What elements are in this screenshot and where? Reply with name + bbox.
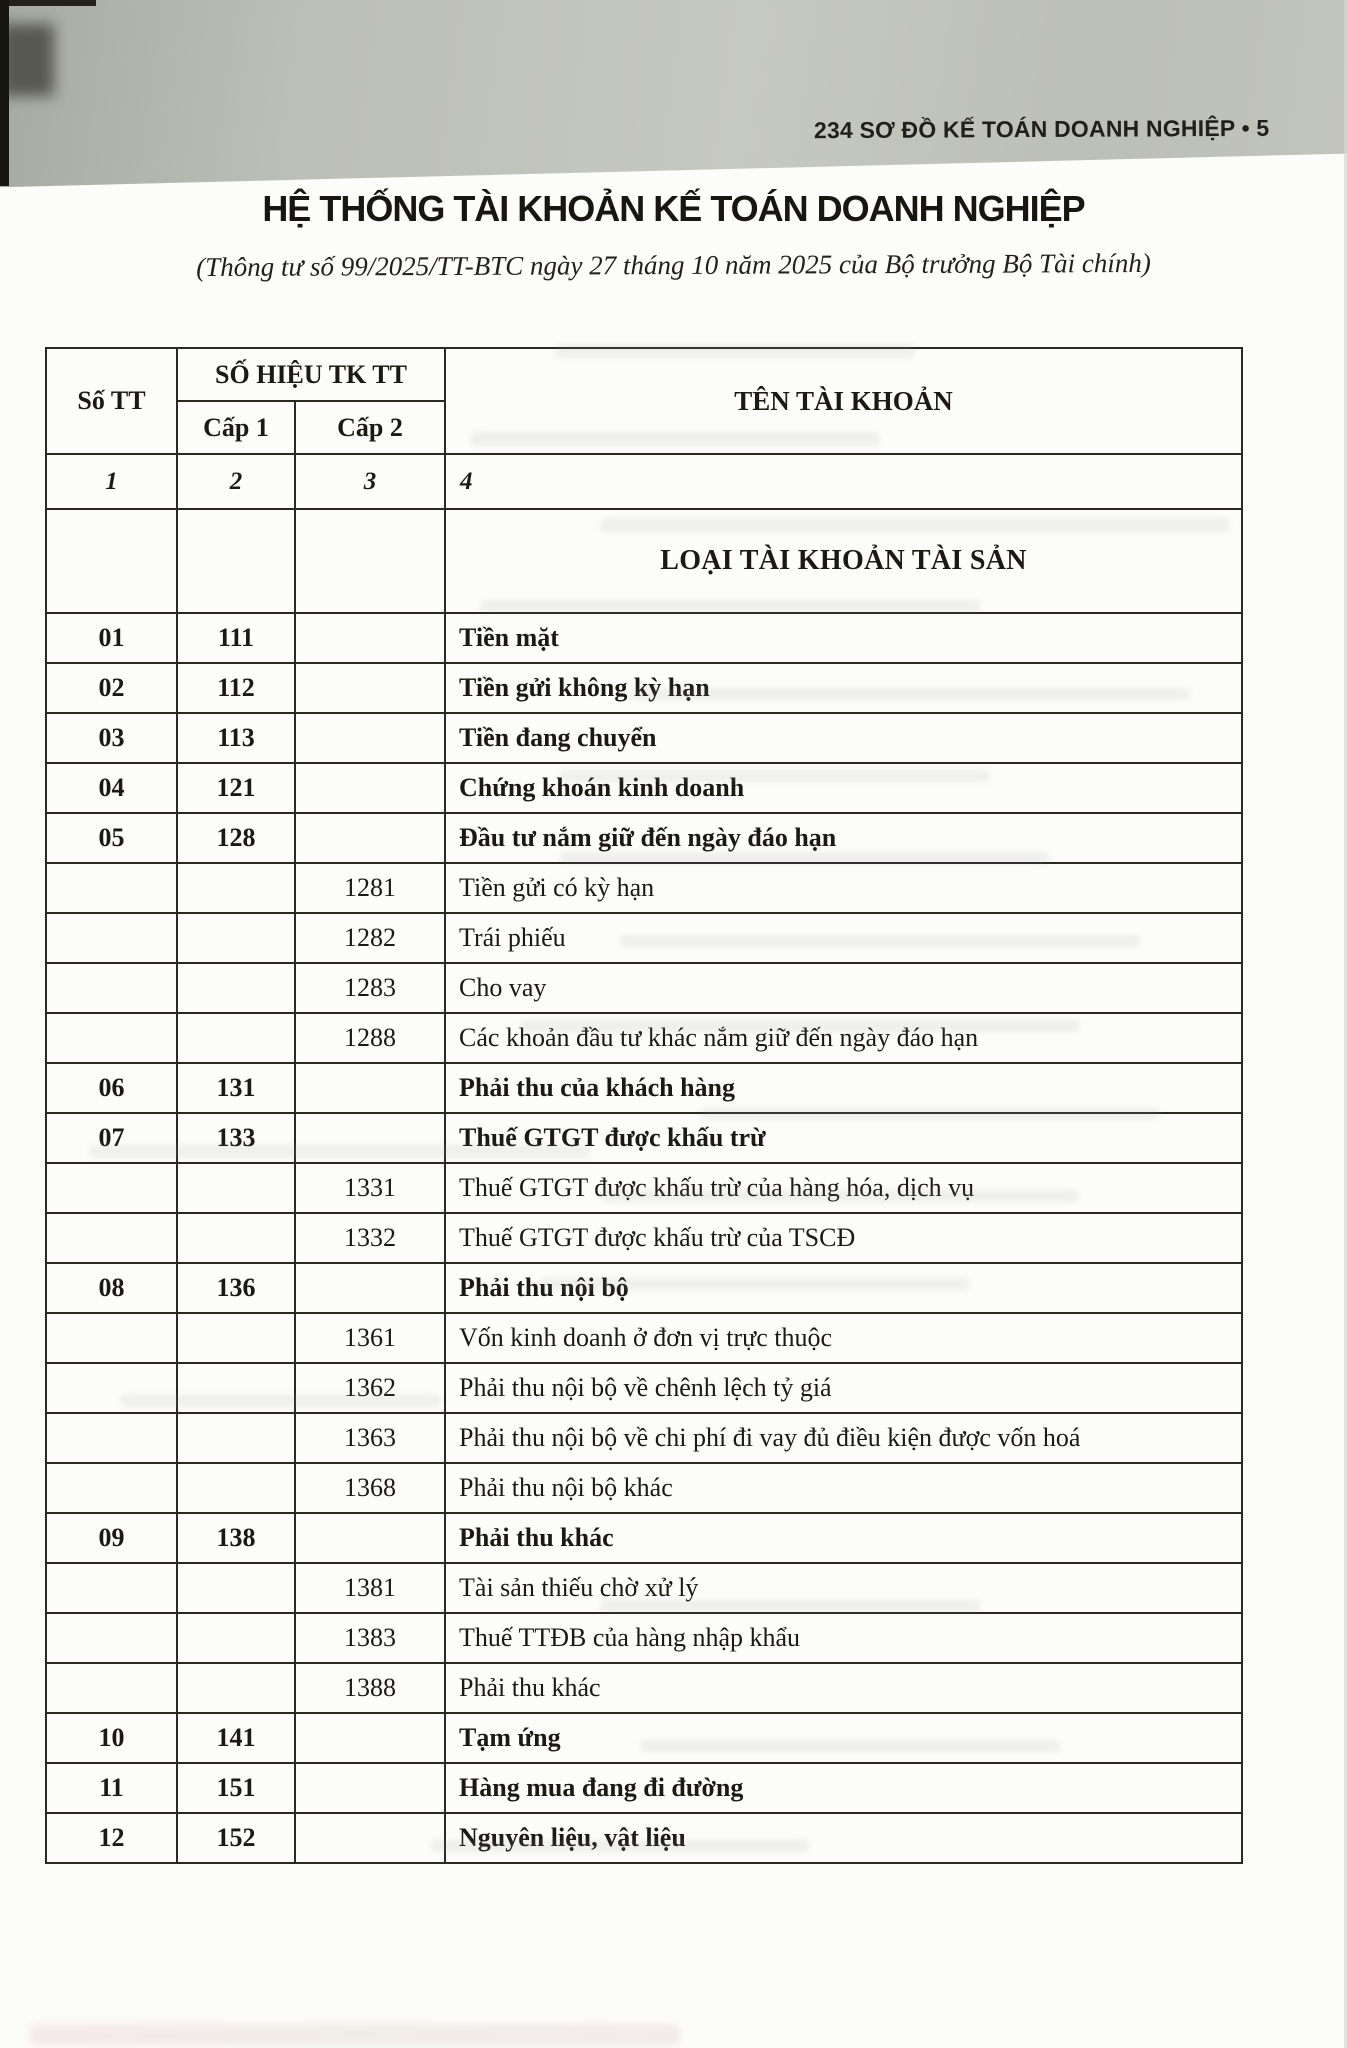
cell-cap2 — [295, 1713, 445, 1763]
cell-cap2: 1281 — [295, 863, 445, 913]
cell-stt: 01 — [46, 613, 177, 663]
cell-stt — [46, 963, 177, 1013]
cell-cap2 — [295, 1513, 445, 1563]
cell-stt — [46, 1363, 177, 1413]
cell-stt — [46, 1013, 177, 1063]
table-row — [46, 1513, 1242, 1563]
cell-account-name: Thuế GTGT được khấu trừ của TSCĐ — [445, 1213, 1242, 1263]
cell-account-name: Cho vay — [445, 963, 1242, 1013]
bleed-through-artifact — [30, 2024, 680, 2046]
table-row — [46, 1063, 1242, 1113]
cell-stt — [46, 913, 177, 963]
cell-account-name: Chứng khoán kinh doanh — [445, 763, 1242, 813]
col-header-level2: Cấp 2 — [295, 401, 445, 454]
cell-cap2: 1381 — [295, 1563, 445, 1613]
chart-of-accounts-table — [45, 347, 1243, 1864]
cell-cap2 — [295, 509, 445, 613]
cell-cap2 — [295, 1263, 445, 1313]
cell-stt: 02 — [46, 663, 177, 713]
cell-cap1: 152 — [177, 1813, 295, 1863]
section-header-row — [46, 509, 1242, 613]
table-row — [46, 1713, 1242, 1763]
cell-stt — [46, 1463, 177, 1513]
column-index-1: 1 — [46, 454, 177, 509]
col-header-stt: Số TT — [46, 348, 177, 454]
cell-stt — [46, 1563, 177, 1613]
section-title: LOẠI TÀI KHOẢN TÀI SẢN — [445, 509, 1242, 613]
cell-cap1 — [177, 1663, 295, 1713]
header-row-1 — [46, 348, 1242, 401]
cell-cap2: 1362 — [295, 1363, 445, 1413]
cell-cap1: 128 — [177, 813, 295, 863]
cell-stt: 08 — [46, 1263, 177, 1313]
cell-cap1: 136 — [177, 1263, 295, 1313]
cell-stt — [46, 1663, 177, 1713]
cell-cap2 — [295, 1113, 445, 1163]
cell-cap1: 138 — [177, 1513, 295, 1563]
cell-account-name: Phải thu nội bộ về chi phí đi vay đủ điều kiện được vốn hoá — [445, 1413, 1242, 1463]
cell-cap2 — [295, 613, 445, 663]
cell-cap2: 1283 — [295, 963, 445, 1013]
table-row — [46, 913, 1242, 963]
cell-cap1 — [177, 1313, 295, 1363]
cell-account-name: Tiền đang chuyển — [445, 713, 1242, 763]
col-header-account-number: SỐ HIỆU TK TT — [177, 348, 445, 401]
cell-stt — [46, 509, 177, 613]
table-head — [46, 348, 1242, 509]
table-row — [46, 1563, 1242, 1613]
table-row — [46, 1413, 1242, 1463]
cell-stt — [46, 1313, 177, 1363]
table-row — [46, 1213, 1242, 1263]
cell-account-name: Phải thu nội bộ khác — [445, 1463, 1242, 1513]
column-index-4: 4 — [445, 454, 1242, 509]
table-row — [46, 1313, 1242, 1363]
cell-cap1 — [177, 913, 295, 963]
cell-cap2: 1331 — [295, 1163, 445, 1213]
cell-cap1 — [177, 963, 295, 1013]
column-index-2: 2 — [177, 454, 295, 509]
cell-stt: 05 — [46, 813, 177, 863]
col-header-account-name: TÊN TÀI KHOẢN — [445, 348, 1242, 454]
cell-account-name: Nguyên liệu, vật liệu — [445, 1813, 1242, 1863]
cell-account-name: Phải thu nội bộ — [445, 1263, 1242, 1313]
cell-cap2 — [295, 1763, 445, 1813]
col-header-level1: Cấp 1 — [177, 401, 295, 454]
cell-stt — [46, 1213, 177, 1263]
cell-account-name: Tiền gửi có kỳ hạn — [445, 863, 1242, 913]
cell-cap1: 151 — [177, 1763, 295, 1813]
scan-top-edge — [0, 0, 96, 6]
table-row — [46, 863, 1242, 913]
cell-account-name: Vốn kinh doanh ở đơn vị trực thuộc — [445, 1313, 1242, 1363]
cell-cap1 — [177, 863, 295, 913]
cell-stt: 03 — [46, 713, 177, 763]
table-row — [46, 1163, 1242, 1213]
table-row — [46, 613, 1242, 663]
cell-cap2: 1288 — [295, 1013, 445, 1063]
table-row — [46, 713, 1242, 763]
cell-cap1: 113 — [177, 713, 295, 763]
cell-stt — [46, 863, 177, 913]
cell-account-name: Đầu tư nắm giữ đến ngày đáo hạn — [445, 813, 1242, 863]
cell-stt — [46, 1613, 177, 1663]
cell-cap1 — [177, 1413, 295, 1463]
cell-cap1 — [177, 1463, 295, 1513]
cell-account-name: Phải thu nội bộ về chênh lệch tỷ giá — [445, 1363, 1242, 1413]
cell-cap1: 111 — [177, 613, 295, 663]
cell-cap2: 1282 — [295, 913, 445, 963]
cell-cap1 — [177, 1363, 295, 1413]
table-row — [46, 963, 1242, 1013]
cell-cap1: 131 — [177, 1063, 295, 1113]
page-title: HỆ THỐNG TÀI KHOẢN KẾ TOÁN DOANH NGHIỆP — [262, 188, 1085, 229]
cell-account-name: Thuế GTGT được khấu trừ — [445, 1113, 1242, 1163]
cell-cap1 — [177, 509, 295, 613]
cell-cap2: 1363 — [295, 1413, 445, 1463]
table-row — [46, 1263, 1242, 1313]
cell-account-name: Phải thu của khách hàng — [445, 1063, 1242, 1113]
cell-cap2 — [295, 813, 445, 863]
table-row — [46, 663, 1242, 713]
table-row — [46, 813, 1242, 863]
cell-account-name: Phải thu khác — [445, 1513, 1242, 1563]
table-row — [46, 763, 1242, 813]
cell-account-name: Tài sản thiếu chờ xử lý — [445, 1563, 1242, 1613]
cell-cap1 — [177, 1213, 295, 1263]
cell-account-name: Tiền mặt — [445, 613, 1242, 663]
cell-stt: 10 — [46, 1713, 177, 1763]
cell-stt: 07 — [46, 1113, 177, 1163]
cell-cap1: 112 — [177, 663, 295, 713]
table-row — [46, 1013, 1242, 1063]
cell-cap2: 1383 — [295, 1613, 445, 1663]
cell-stt: 09 — [46, 1513, 177, 1563]
table-row — [46, 1463, 1242, 1513]
cell-account-name: Tạm ứng — [445, 1713, 1242, 1763]
table-row — [46, 1763, 1242, 1813]
cell-stt — [46, 1413, 177, 1463]
cell-stt: 12 — [46, 1813, 177, 1863]
column-index-3: 3 — [295, 454, 445, 509]
cell-cap1: 133 — [177, 1113, 295, 1163]
cell-cap2: 1368 — [295, 1463, 445, 1513]
cell-cap1 — [177, 1013, 295, 1063]
cell-cap2 — [295, 663, 445, 713]
cell-cap2: 1332 — [295, 1213, 445, 1263]
cell-account-name: Thuế GTGT được khấu trừ của hàng hóa, dịch vụ — [445, 1163, 1242, 1213]
cell-account-name: Tiền gửi không kỳ hạn — [445, 663, 1242, 713]
cell-cap1: 121 — [177, 763, 295, 813]
cell-stt: 11 — [46, 1763, 177, 1813]
cell-cap2: 1388 — [295, 1663, 445, 1713]
cell-account-name: Phải thu khác — [445, 1663, 1242, 1713]
cell-stt: 06 — [46, 1063, 177, 1113]
table-row — [46, 1363, 1242, 1413]
table-row — [46, 1613, 1242, 1663]
cell-cap2 — [295, 713, 445, 763]
cell-cap2 — [295, 1813, 445, 1863]
cell-cap1 — [177, 1613, 295, 1663]
cell-stt — [46, 1163, 177, 1213]
cell-cap1 — [177, 1163, 295, 1213]
page-header: 234 SƠ ĐỒ KẾ TOÁN DOANH NGHIỆP • 5 — [813, 114, 1270, 144]
cell-account-name: Trái phiếu — [445, 913, 1242, 963]
cell-cap1 — [177, 1563, 295, 1613]
account-rows — [46, 509, 1242, 1863]
cell-account-name: Thuế TTĐB của hàng nhập khẩu — [445, 1613, 1242, 1663]
table-row — [46, 1813, 1242, 1863]
cell-cap1: 141 — [177, 1713, 295, 1763]
scan-left-edge — [0, 0, 9, 186]
page-subtitle: (Thông tư số 99/2025/TT-BTC ngày 27 tháng 10 năm 2025 của Bộ trưởng Bộ Tài chính) — [196, 247, 1151, 283]
column-index-row — [46, 454, 1242, 509]
cell-account-name: Hàng mua đang đi đường — [445, 1763, 1242, 1813]
table-row — [46, 1663, 1242, 1713]
cell-cap2: 1361 — [295, 1313, 445, 1363]
cell-cap2 — [295, 763, 445, 813]
cell-account-name: Các khoản đầu tư khác nắm giữ đến ngày đáo hạn — [445, 1013, 1242, 1063]
table-row — [46, 1113, 1242, 1163]
cell-cap2 — [295, 1063, 445, 1113]
cell-stt: 04 — [46, 763, 177, 813]
